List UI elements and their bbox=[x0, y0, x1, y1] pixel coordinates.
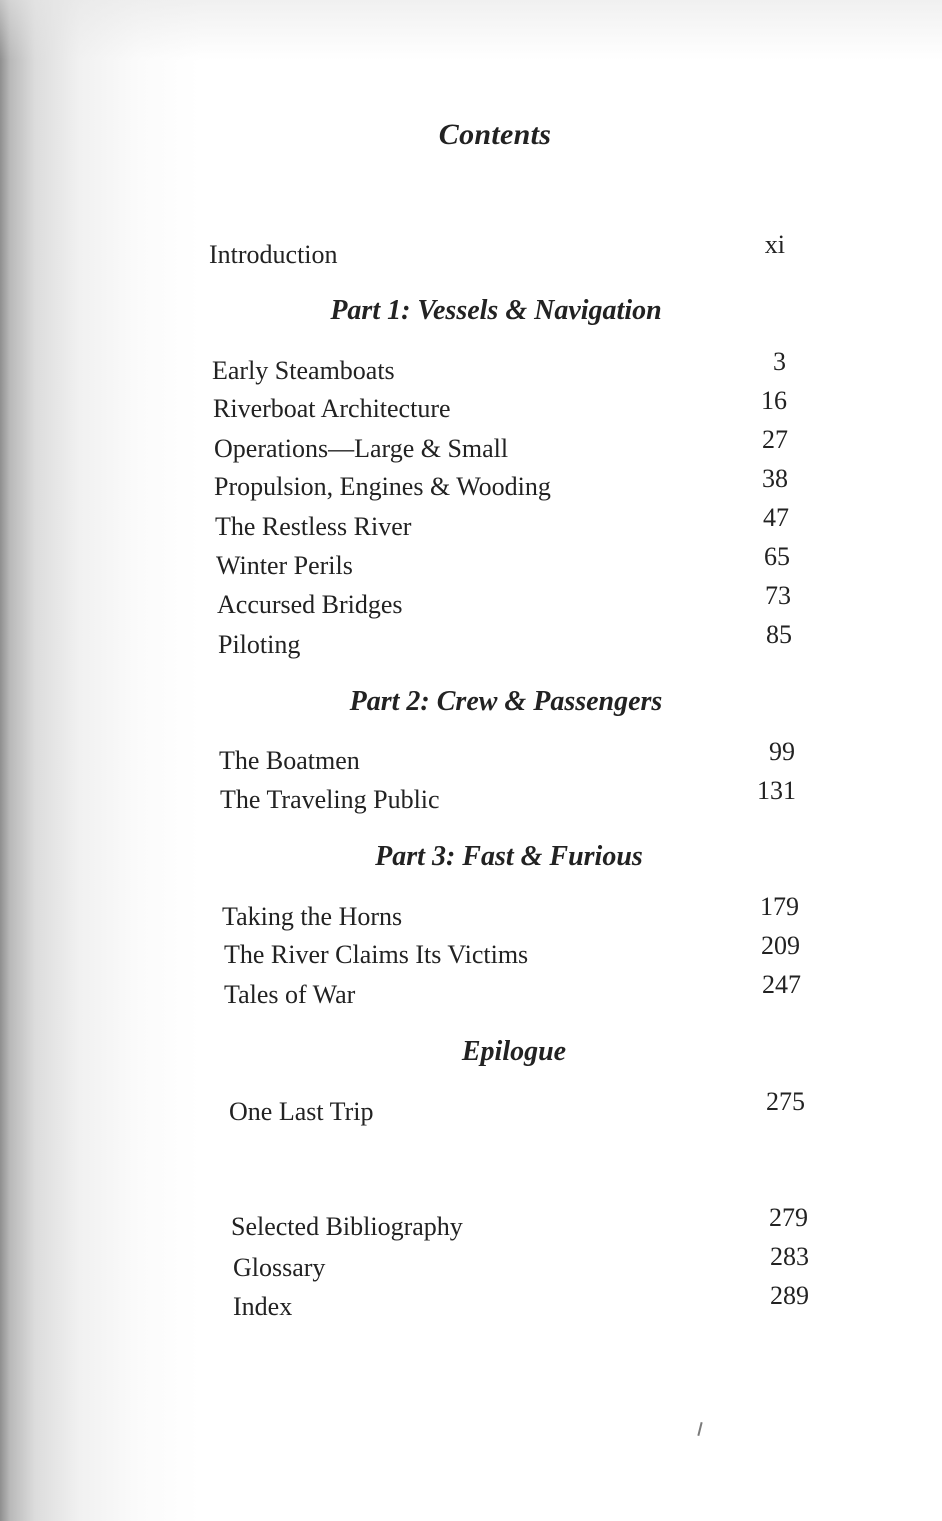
toc-entry: One Last Trip bbox=[229, 1097, 374, 1126]
toc-entry: Index bbox=[233, 1292, 293, 1321]
toc-page-number: 279 bbox=[769, 1203, 808, 1232]
toc-entry: Accursed Bridges bbox=[217, 590, 403, 619]
toc-entry: Piloting bbox=[218, 630, 301, 659]
toc-page-number: 131 bbox=[757, 776, 796, 805]
page-shading bbox=[0, 0, 942, 60]
toc-page-number: 275 bbox=[766, 1087, 805, 1116]
toc-entry: Propulsion, Engines & Wooding bbox=[214, 472, 551, 501]
toc-entry: The Traveling Public bbox=[220, 785, 440, 814]
toc-page-number: 179 bbox=[760, 892, 799, 921]
toc-entry: Winter Perils bbox=[216, 551, 353, 580]
toc-entry-introduction: Introduction bbox=[209, 240, 338, 269]
toc-entry: Glossary bbox=[233, 1253, 326, 1282]
toc-entry: Tales of War bbox=[224, 980, 356, 1009]
toc-page-number: 38 bbox=[762, 464, 788, 493]
toc-entry: Riverboat Architecture bbox=[213, 394, 451, 423]
toc-page-number: 3 bbox=[773, 347, 786, 376]
toc-entry: Taking the Horns bbox=[222, 902, 403, 931]
toc-entry: Operations—Large & Small bbox=[214, 434, 509, 463]
part-3-heading: Part 3: Fast & Furious bbox=[375, 841, 643, 872]
toc-page-number: 73 bbox=[765, 581, 791, 610]
toc-entry: Selected Bibliography bbox=[231, 1212, 463, 1241]
toc-page-number: 85 bbox=[766, 620, 792, 649]
toc-page-number: 47 bbox=[763, 503, 789, 532]
toc-entry: Early Steamboats bbox=[212, 356, 395, 385]
toc-entry: The Restless River bbox=[215, 512, 412, 541]
toc-page-number: 16 bbox=[761, 386, 787, 415]
page-title: Contents bbox=[438, 118, 552, 151]
toc-page-number: 99 bbox=[769, 737, 795, 766]
toc-page-number: 283 bbox=[770, 1242, 809, 1271]
toc-entry: The Boatmen bbox=[219, 746, 360, 775]
toc-page-number: 289 bbox=[770, 1281, 809, 1310]
toc-page-introduction: xi bbox=[764, 230, 785, 259]
part-1-heading: Part 1: Vessels & Navigation bbox=[330, 295, 662, 326]
part-2-heading: Part 2: Crew & Passengers bbox=[349, 686, 663, 717]
epilogue-heading: Epilogue bbox=[461, 1036, 567, 1067]
toc-page-number: 247 bbox=[762, 970, 801, 999]
toc-page-number: 27 bbox=[762, 425, 788, 454]
toc-page-number: 209 bbox=[761, 931, 800, 960]
toc-entry: The River Claims Its Victims bbox=[224, 940, 529, 969]
toc-page-number: 65 bbox=[764, 542, 790, 571]
